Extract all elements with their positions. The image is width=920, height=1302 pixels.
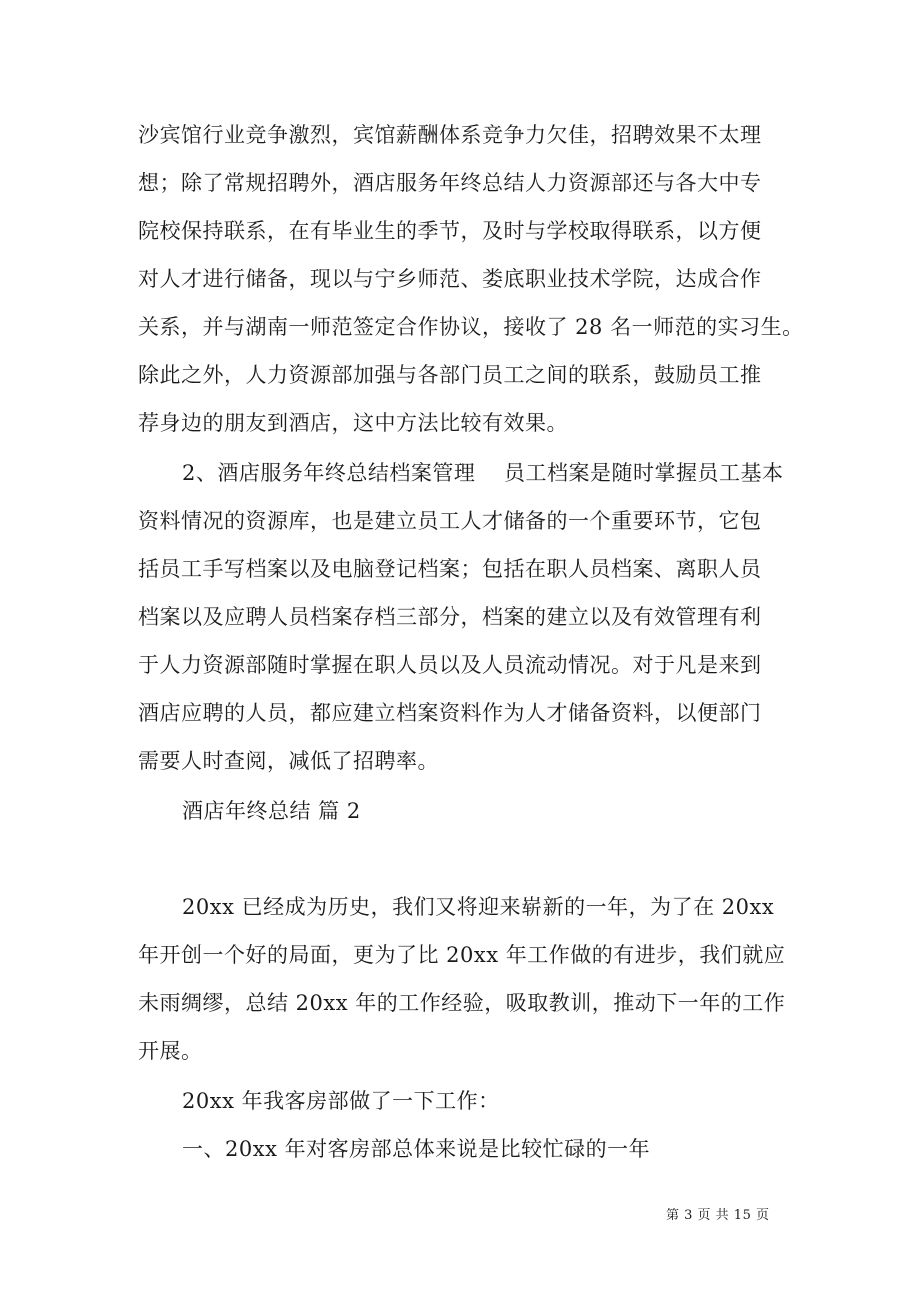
text-line: 资料情况的资源库，也是建立员工人才储备的一个重要环节，它包 <box>138 509 762 533</box>
text-line: 院校保持联系，在有毕业生的季节，及时与学校取得联系，以方便 <box>138 219 762 243</box>
text-line: 需要人时查阅，减低了招聘率。 <box>138 749 439 773</box>
text-line: 括员工手写档案以及电脑登记档案；包括在职人员档案、离职人员 <box>138 557 762 581</box>
text-line: 年开创一个好的局面，更为了比 20xx 年工作做的有进步，我们就应 <box>138 943 786 967</box>
text-line: 除此之外，人力资源部加强与各部门员工之间的联系，鼓励员工推 <box>138 363 762 387</box>
text-line: 于人力资源部随时掌握在职人员以及人员流动情况。对于凡是来到 <box>138 653 762 677</box>
text-line: 关系，并与湖南一师范签定合作协议，接收了 28 名一师范的实习生。 <box>138 315 804 339</box>
text-line: 20xx 年我客房部做了一下工作： <box>182 1089 500 1113</box>
section-heading-line: 2、酒店服务年终总结档案管理 员工档案是随时掌握员工基本 <box>182 461 784 485</box>
text-line: 沙宾馆行业竞争激烈，宾馆薪酬体系竞争力欠佳，招聘效果不太理 <box>138 123 762 147</box>
text-line: 荐身边的朋友到酒店，这中方法比较有效果。 <box>138 411 568 435</box>
page-number-footer: 第 3 页 共 15 页 <box>666 1208 770 1223</box>
text-line: 档案以及应聘人员档案存档三部分，档案的建立以及有效管理有利 <box>138 605 762 629</box>
text-line: 开展。 <box>138 1039 203 1063</box>
text-line: 一、20xx 年对客房部总体来说是比较忙碌的一年 <box>182 1137 651 1161</box>
text-line: 酒店应聘的人员，都应建立档案资料作为人才储备资料，以便部门 <box>138 701 762 725</box>
article-title: 酒店年终总结 篇 2 <box>182 799 361 823</box>
text-line: 未雨绸缪，总结 20xx 年的工作经验，吸取教训，推动下一年的工作 <box>138 991 786 1015</box>
text-line: 20xx 已经成为历史，我们又将迎来崭新的一年，为了在 20xx <box>182 895 775 919</box>
text-line: 想；除了常规招聘外，酒店服务年终总结人力资源部还与各大中专 <box>138 171 762 195</box>
text-line: 对人才进行储备，现以与宁乡师范、娄底职业技术学院，达成合作 <box>138 267 762 291</box>
